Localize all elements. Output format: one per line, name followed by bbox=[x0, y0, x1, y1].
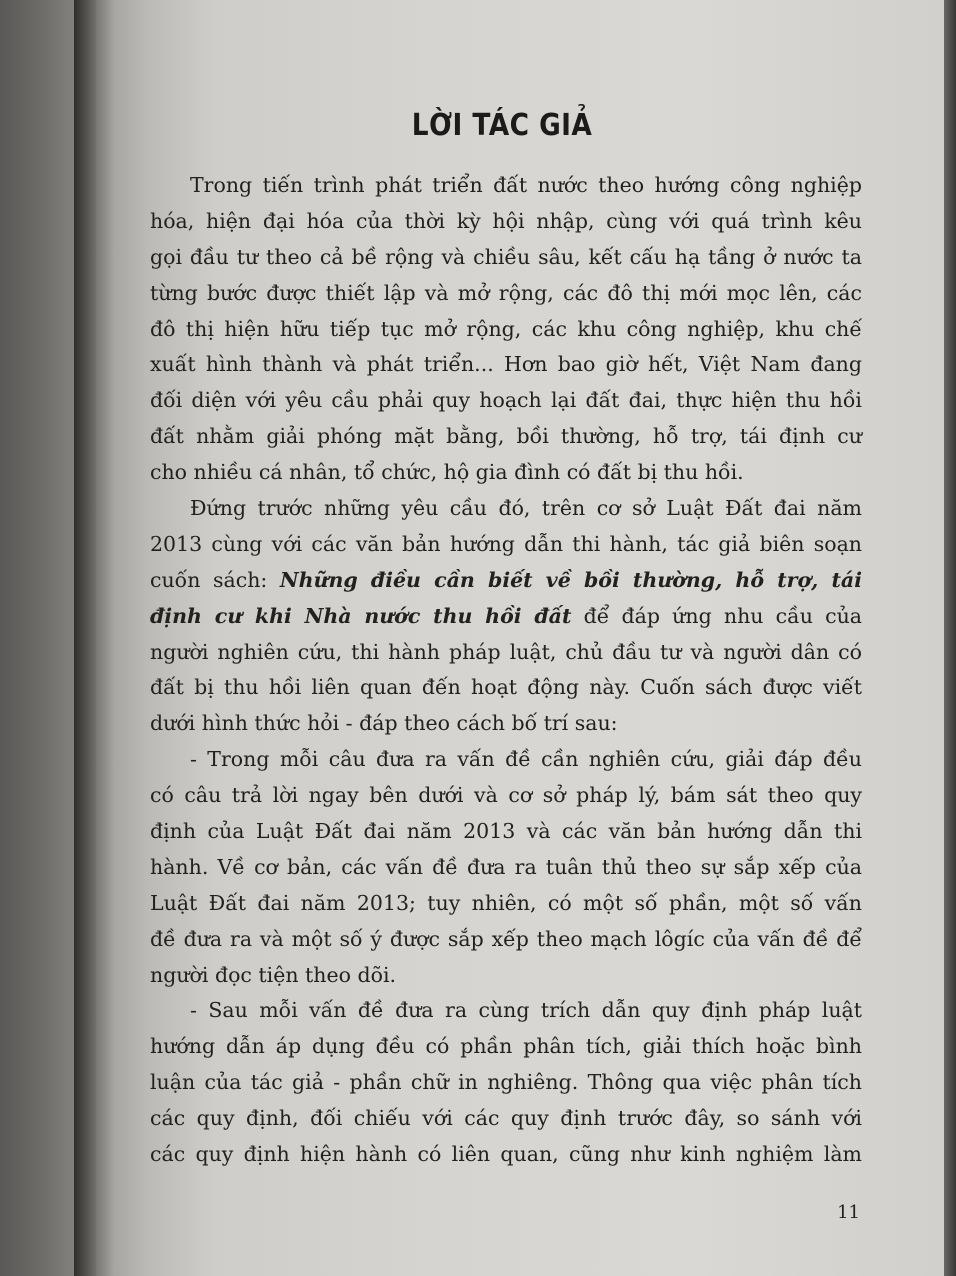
paragraph-4 bbox=[150, 993, 862, 1172]
right-page-edge bbox=[944, 0, 956, 1276]
text-line-book-title bbox=[150, 599, 862, 635]
text-line: đối diện với yêu cầu phải quy hoạch lại đất đai, thực hiện thu hồi bbox=[150, 388, 862, 413]
text-line: người đọc tiện theo dõi. bbox=[150, 962, 397, 987]
text-line: 2013 cùng với các văn bản hướng dẫn thi hành, tác giả biên soạn bbox=[150, 531, 862, 556]
text-line: xuất hình thành và phát triển... Hơn bao giờ hết, Việt Nam đang bbox=[150, 352, 862, 377]
book-title-part-2: định cư khi Nhà nước thu hồi đất bbox=[150, 603, 572, 628]
text-line: có câu trả lời ngay bên dưới và cơ sở pháp lý, bám sát theo quy bbox=[150, 783, 862, 808]
text-line: hành. Về cơ bản, các vấn đề đưa ra tuân thủ theo sự sắp xếp của bbox=[150, 854, 862, 879]
text-line: từng bước được thiết lập và mở rộng, các đô thị mới mọc lên, các bbox=[150, 280, 862, 305]
text-line: Đứng trước những yêu cầu đó, trên cơ sở Luật Đất đai năm bbox=[190, 496, 862, 521]
text-line: hướng dẫn áp dụng đều có phần phân tích, giải thích hoặc bình bbox=[150, 1034, 862, 1059]
paragraph-2 bbox=[150, 491, 862, 742]
book-gutter-shadow bbox=[74, 0, 114, 1276]
text-line: các quy định, đối chiếu với các quy định trước đây, so sánh với bbox=[150, 1106, 862, 1131]
paragraph-3 bbox=[150, 742, 862, 993]
paragraph-1 bbox=[150, 168, 862, 491]
book-title-part-1: Những điều cần biết về bồi thường, hỗ trợ, tái bbox=[279, 567, 862, 592]
text-line: Trong tiến trình phát triển đất nước theo hướng công nghiệp bbox=[190, 173, 862, 197]
text-line: đất nhằm giải phóng mặt bằng, bồi thường, hỗ trợ, tái định cư bbox=[150, 424, 862, 449]
text-line: dưới hình thức hỏi - đáp theo cách bố trí sau: bbox=[150, 711, 618, 736]
text-line: cho nhiều cá nhân, tổ chức, hộ gia đình có đất bị thu hồi. bbox=[150, 460, 744, 485]
book-intro-text: cuốn sách: bbox=[150, 567, 268, 592]
text-line: hóa, hiện đại hóa của thời kỳ hội nhập, cùng với quá trình kêu bbox=[150, 208, 862, 233]
page-title: LỜI TÁC GIẢ bbox=[411, 108, 593, 144]
body-text bbox=[150, 168, 862, 1173]
text-line: - Trong mỗi câu đưa ra vấn đề cần nghiên cứu, giải đáp đều bbox=[190, 747, 862, 772]
text-line: gọi đầu tư theo cả bề rộng và chiều sâu, kết cấu hạ tầng ở nước ta bbox=[150, 244, 862, 269]
text-line: Luật Đất đai năm 2013; tuy nhiên, có một số phần, một số vấn bbox=[150, 890, 862, 915]
page-number: 11 bbox=[837, 1202, 860, 1223]
text-line: luận của tác giả - phần chữ in nghiêng. Thông qua việc phân tích bbox=[150, 1070, 862, 1095]
text-line: đất bị thu hồi liên quan đến hoạt động này. Cuốn sách được viết bbox=[150, 675, 862, 700]
text-fragment: để đáp ứng nhu cầu của bbox=[583, 603, 862, 628]
text-line-book-intro bbox=[150, 563, 862, 599]
text-line: các quy định hiện hành có liên quan, cũng như kinh nghiệm làm bbox=[150, 1142, 862, 1167]
text-line: - Sau mỗi vấn đề đưa ra cùng trích dẫn quy định pháp luật bbox=[190, 998, 862, 1023]
text-line: định của Luật Đất đai năm 2013 và các văn bản hướng dẫn thi bbox=[150, 819, 862, 844]
text-line: đô thị hiện hữu tiếp tục mở rộng, các khu công nghiệp, khu chế bbox=[150, 316, 862, 341]
text-line: người nghiên cứu, thi hành pháp luật, chủ đầu tư và người dân có bbox=[150, 639, 862, 664]
text-line: đề đưa ra và một số ý được sắp xếp theo mạch lôgíc của vấn đề để bbox=[150, 926, 862, 951]
